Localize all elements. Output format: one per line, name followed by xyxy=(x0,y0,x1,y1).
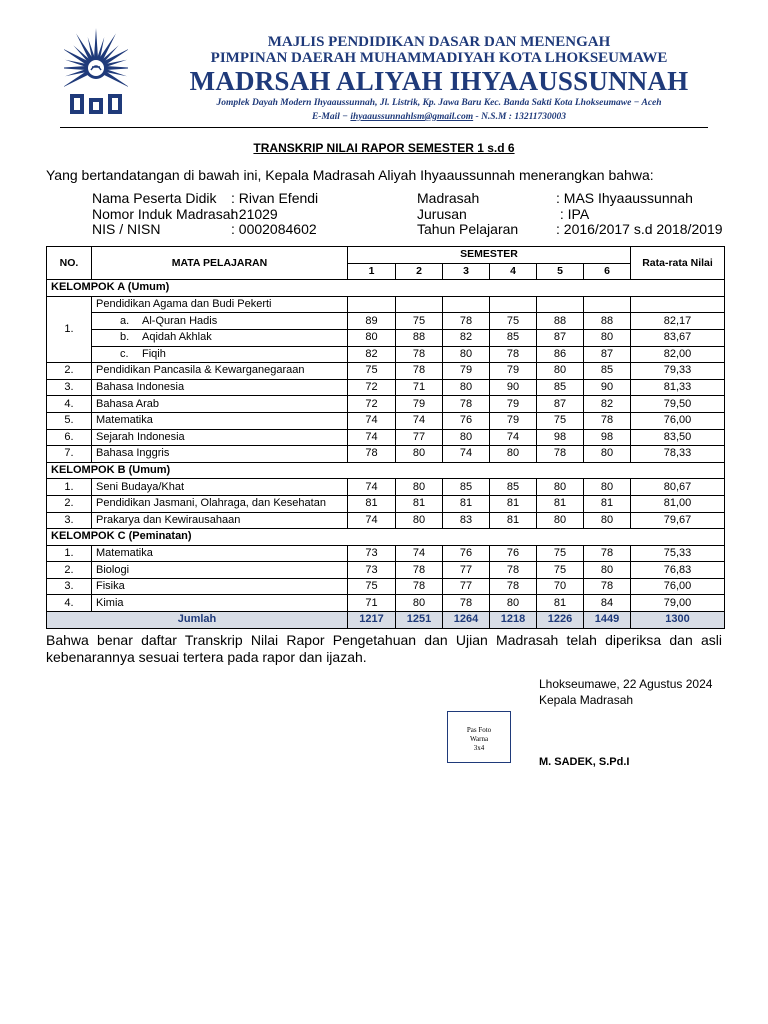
nsm-text: - N.S.M : 13211730003 xyxy=(473,112,567,122)
score-cell: 80 xyxy=(584,479,631,496)
score-cell: 90 xyxy=(490,379,537,396)
score-cell: 87 xyxy=(537,329,584,346)
table-row xyxy=(47,495,725,512)
subject-name: Bahasa Arab xyxy=(92,396,348,413)
score-cell: 78 xyxy=(537,446,584,463)
empty-cell xyxy=(443,296,490,313)
score-cell: 85 xyxy=(443,479,490,496)
score-cell: 80 xyxy=(348,329,396,346)
score-cell: 85 xyxy=(537,379,584,396)
table-header-row xyxy=(47,247,725,264)
table-row xyxy=(47,512,725,529)
grades-table xyxy=(46,246,725,629)
average-cell: 79,67 xyxy=(631,512,725,529)
student-info-values-left xyxy=(231,191,318,238)
average-cell: 80,67 xyxy=(631,479,725,496)
email-link[interactable]: ihyaaussunnahlsm@gmail.com xyxy=(350,112,474,122)
sub-letter: b. xyxy=(120,331,130,344)
average-cell: 82,00 xyxy=(631,346,725,363)
score-cell: 73 xyxy=(348,545,396,562)
empty-cell xyxy=(396,296,443,313)
letterhead xyxy=(58,24,710,128)
score-cell: 84 xyxy=(584,595,631,612)
score-cell: 79 xyxy=(490,363,537,380)
score-cell: 78 xyxy=(443,396,490,413)
sub-letter: a. xyxy=(120,314,130,327)
school-contact xyxy=(168,112,710,122)
score-cell: 75 xyxy=(396,313,443,330)
average-cell: 83,50 xyxy=(631,429,725,446)
score-cell: 1251 xyxy=(396,612,443,629)
score-cell: 71 xyxy=(396,379,443,396)
score-cell: 78 xyxy=(584,545,631,562)
score-cell: 86 xyxy=(537,346,584,363)
score-cell: 71 xyxy=(348,595,396,612)
subject-name: Matematika xyxy=(92,412,348,429)
score-cell: 80 xyxy=(584,446,631,463)
score-cell: 74 xyxy=(348,479,396,496)
student-info-labels-right xyxy=(417,191,518,238)
average-cell: 1300 xyxy=(631,612,725,629)
student-info-values-right xyxy=(556,191,723,238)
average-cell: 83,67 xyxy=(631,329,725,346)
nisn-value: : 0002084602 xyxy=(231,221,317,237)
score-cell: 85 xyxy=(584,363,631,380)
score-cell: 88 xyxy=(584,313,631,330)
score-cell: 90 xyxy=(584,379,631,396)
row-number: 7. xyxy=(47,446,92,463)
score-cell: 1449 xyxy=(584,612,631,629)
score-cell: 80 xyxy=(490,446,537,463)
table-row xyxy=(47,396,725,413)
empty-cell xyxy=(348,296,396,313)
header-subject: MATA PELAJARAN xyxy=(92,247,348,280)
score-cell: 72 xyxy=(348,396,396,413)
table-row xyxy=(47,329,725,346)
subject-name: Matematika xyxy=(92,545,348,562)
semester-6: 6 xyxy=(584,263,631,280)
semester-2: 2 xyxy=(396,263,443,280)
score-cell: 76 xyxy=(490,545,537,562)
school-name: MADRSAH ALIYAH IHYAAUSSUNNAH xyxy=(189,66,689,96)
score-cell: 80 xyxy=(537,479,584,496)
average-cell: 79,50 xyxy=(631,396,725,413)
average-cell: 75,33 xyxy=(631,545,725,562)
score-cell: 75 xyxy=(490,313,537,330)
group-label: KELOMPOK C (Peminatan) xyxy=(47,529,725,546)
table-row xyxy=(47,412,725,429)
header-average: Rata-rata Nilai xyxy=(631,247,725,280)
score-cell: 83 xyxy=(443,512,490,529)
score-cell: 78 xyxy=(584,412,631,429)
score-cell: 74 xyxy=(443,446,490,463)
group-row xyxy=(47,529,725,546)
subject-name: Pendidikan Agama dan Budi Pekerti xyxy=(92,296,348,313)
photo-label-3: 3x4 xyxy=(473,744,485,752)
score-cell: 1218 xyxy=(490,612,537,629)
row-number: 3. xyxy=(47,512,92,529)
table-row xyxy=(47,578,725,595)
semester-3: 3 xyxy=(443,263,490,280)
group-row xyxy=(47,280,725,297)
score-cell: 75 xyxy=(537,412,584,429)
score-cell: 80 xyxy=(584,512,631,529)
row-number: 6. xyxy=(47,429,92,446)
score-cell: 87 xyxy=(537,396,584,413)
table-row xyxy=(47,595,725,612)
score-cell: 85 xyxy=(490,329,537,346)
row-number: 5. xyxy=(47,412,92,429)
intro-text: Yang bertandatangan di bawah ini, Kepala Madrasah Aliyah Ihyaaussunnah menerangkan bahwa: xyxy=(46,167,654,183)
place-date: Lhokseumawe, 22 Agustus 2024 xyxy=(539,677,713,691)
name-label: Nama Peserta Didik xyxy=(92,190,217,206)
header-rule xyxy=(60,127,708,128)
subject-name xyxy=(92,313,348,330)
score-cell: 80 xyxy=(584,329,631,346)
average-cell: 81,00 xyxy=(631,495,725,512)
email-prefix: E-Mail − xyxy=(311,112,351,122)
nim-value: : 21029 xyxy=(231,205,278,222)
signer-position: Kepala Madrasah xyxy=(539,692,634,707)
score-cell: 77 xyxy=(443,562,490,579)
row-number: 1. xyxy=(47,479,92,496)
score-cell: 81 xyxy=(348,495,396,512)
score-cell: 79 xyxy=(490,412,537,429)
score-cell: 75 xyxy=(348,578,396,595)
score-cell: 78 xyxy=(443,595,490,612)
name-value: : Rivan Efendi xyxy=(231,190,319,206)
score-cell: 79 xyxy=(443,363,490,380)
score-cell: 78 xyxy=(396,363,443,380)
group-label: KELOMPOK A (Umum) xyxy=(47,280,725,297)
student-info-labels-left xyxy=(92,191,238,238)
average-cell: 79,33 xyxy=(631,363,725,380)
header-semester: SEMESTER xyxy=(348,247,631,264)
subject-name: Prakarya dan Kewirausahaan xyxy=(92,512,348,529)
semester-1: 1 xyxy=(348,263,396,280)
score-cell: 76 xyxy=(443,545,490,562)
score-cell: 80 xyxy=(584,562,631,579)
score-cell: 89 xyxy=(348,313,396,330)
sub-subject-name: Al-Quran Hadis xyxy=(142,314,218,327)
total-row xyxy=(47,612,725,629)
row-number: 1. xyxy=(47,545,92,562)
score-cell: 78 xyxy=(490,562,537,579)
signature-block xyxy=(539,677,712,708)
table-row xyxy=(47,363,725,380)
score-cell: 72 xyxy=(348,379,396,396)
score-cell: 78 xyxy=(584,578,631,595)
subject-name: Kimia xyxy=(92,595,348,612)
score-cell: 81 xyxy=(443,495,490,512)
score-cell: 88 xyxy=(537,313,584,330)
header-no: NO. xyxy=(47,247,92,280)
row-number: 4. xyxy=(47,595,92,612)
score-cell: 78 xyxy=(396,562,443,579)
nim-label: Nomor Induk Madrasah xyxy=(92,205,239,222)
row-number: 3. xyxy=(47,578,92,595)
header-line1: MAJLIS PENDIDIKAN DASAR DAN MENENGAH xyxy=(267,34,611,50)
score-cell: 80 xyxy=(396,446,443,463)
score-cell: 80 xyxy=(537,363,584,380)
row-number: 3. xyxy=(47,379,92,396)
average-cell: 76,83 xyxy=(631,562,725,579)
score-cell: 81 xyxy=(396,495,443,512)
table-row xyxy=(47,379,725,396)
score-cell: 1226 xyxy=(537,612,584,629)
score-cell: 80 xyxy=(396,595,443,612)
score-cell: 77 xyxy=(443,578,490,595)
photo-placeholder xyxy=(447,711,511,763)
score-cell: 81 xyxy=(490,512,537,529)
sub-subject-name: Aqidah Akhlak xyxy=(142,331,212,344)
score-cell: 81 xyxy=(537,495,584,512)
score-cell: 1264 xyxy=(443,612,490,629)
school-address: Jomplek Dayah Modern Ihyaaussunnah, Jl. Listrik, Kp. Jawa Baru Kec. Banda Sakti Kota Lhokseumawe − Aceh xyxy=(216,98,662,108)
document-title: TRANSKRIP NILAI RAPOR SEMESTER 1 s.d 6 xyxy=(253,141,515,155)
score-cell: 81 xyxy=(584,495,631,512)
score-cell: 74 xyxy=(490,429,537,446)
score-cell: 80 xyxy=(396,512,443,529)
table-row xyxy=(47,545,725,562)
score-cell: 98 xyxy=(584,429,631,446)
tahun-value: : 2016/2017 s.d 2018/2019 xyxy=(556,221,723,237)
table-row xyxy=(47,346,725,363)
muhammadiyah-sun-logo xyxy=(64,24,128,120)
score-cell: 74 xyxy=(348,429,396,446)
score-cell: 81 xyxy=(490,495,537,512)
score-cell: 85 xyxy=(490,479,537,496)
photo-label-1: Pas Foto xyxy=(466,726,492,734)
score-cell: 74 xyxy=(348,512,396,529)
semester-4: 4 xyxy=(490,263,537,280)
table-row xyxy=(47,479,725,496)
score-cell: 80 xyxy=(396,479,443,496)
table-row xyxy=(47,446,725,463)
empty-cell xyxy=(584,296,631,313)
empty-cell xyxy=(631,296,725,313)
score-cell: 77 xyxy=(396,429,443,446)
table-row xyxy=(47,429,725,446)
semester-5: 5 xyxy=(537,263,584,280)
subject-name: Bahasa Indonesia xyxy=(92,379,348,396)
score-cell: 78 xyxy=(396,578,443,595)
score-cell: 79 xyxy=(490,396,537,413)
score-cell: 70 xyxy=(537,578,584,595)
score-cell: 74 xyxy=(396,412,443,429)
sub-letter: c. xyxy=(120,347,129,360)
score-cell: 80 xyxy=(490,595,537,612)
total-label: Jumlah xyxy=(47,612,348,629)
score-cell: 75 xyxy=(348,363,396,380)
score-cell: 1217 xyxy=(348,612,396,629)
empty-cell xyxy=(537,296,584,313)
jurusan-label: Jurusan xyxy=(417,205,467,222)
score-cell: 74 xyxy=(396,545,443,562)
score-cell: 87 xyxy=(584,346,631,363)
average-cell: 82,17 xyxy=(631,313,725,330)
closing-statement: Bahwa benar daftar Transkrip Nilai Rapor Pengetahuan dan Ujian Madrasah telah diperiksa dan asli kebenarannya sesuai tertera pada rapor dan ijazah. xyxy=(46,632,722,665)
score-cell: 75 xyxy=(537,562,584,579)
photo-label-2: Warna xyxy=(469,735,489,743)
empty-cell xyxy=(490,296,537,313)
score-cell: 75 xyxy=(537,545,584,562)
subject-name: Biologi xyxy=(92,562,348,579)
score-cell: 80 xyxy=(443,346,490,363)
row-number: 2. xyxy=(47,495,92,512)
score-cell: 80 xyxy=(537,512,584,529)
score-cell: 80 xyxy=(443,379,490,396)
row-number: 1. xyxy=(47,296,92,362)
score-cell: 74 xyxy=(348,412,396,429)
score-cell: 78 xyxy=(490,346,537,363)
group-row xyxy=(47,462,725,479)
score-cell: 73 xyxy=(348,562,396,579)
table-row xyxy=(47,296,725,313)
row-number: 2. xyxy=(47,562,92,579)
score-cell: 80 xyxy=(443,429,490,446)
score-cell: 82 xyxy=(443,329,490,346)
subject-name: Bahasa Inggris xyxy=(92,446,348,463)
row-number: 2. xyxy=(47,363,92,380)
subject-name: Sejarah Indonesia xyxy=(92,429,348,446)
score-cell: 88 xyxy=(396,329,443,346)
average-cell: 76,00 xyxy=(631,412,725,429)
score-cell: 78 xyxy=(443,313,490,330)
average-cell: 78,33 xyxy=(631,446,725,463)
subject-name xyxy=(92,329,348,346)
subject-name: Seni Budaya/Khat xyxy=(92,479,348,496)
average-cell: 76,00 xyxy=(631,578,725,595)
tahun-label: Tahun Pelajaran xyxy=(417,221,519,237)
score-cell: 81 xyxy=(537,595,584,612)
score-cell: 76 xyxy=(443,412,490,429)
average-cell: 79,00 xyxy=(631,595,725,612)
table-row xyxy=(47,313,725,330)
row-number: 4. xyxy=(47,396,92,413)
madrasah-value: : MAS Ihyaaussunnah xyxy=(556,190,693,206)
subject-name: Pendidikan Jasmani, Olahraga, dan Kesehatan xyxy=(92,495,348,512)
score-cell: 79 xyxy=(396,396,443,413)
sub-subject-name: Fiqih xyxy=(142,347,166,360)
average-cell: 81,33 xyxy=(631,379,725,396)
nisn-label: NIS / NISN xyxy=(92,221,161,237)
score-cell: 82 xyxy=(584,396,631,413)
score-cell: 78 xyxy=(490,578,537,595)
subject-name: Fisika xyxy=(92,578,348,595)
score-cell: 78 xyxy=(348,446,396,463)
score-cell: 78 xyxy=(396,346,443,363)
group-label: KELOMPOK B (Umum) xyxy=(47,462,725,479)
signer-name: M. SADEK, S.Pd.I xyxy=(539,756,630,768)
score-cell: 98 xyxy=(537,429,584,446)
jurusan-value: : IPA xyxy=(556,205,590,222)
subject-name xyxy=(92,346,348,363)
subject-name: Pendidikan Pancasila & Kewarganegaraan xyxy=(92,363,348,380)
header-line2: PIMPINAN DAERAH MUHAMMADIYAH KOTA LHOKSEUMAWE xyxy=(210,50,668,66)
madrasah-label: Madrasah xyxy=(417,190,480,206)
score-cell: 82 xyxy=(348,346,396,363)
table-row xyxy=(47,562,725,579)
